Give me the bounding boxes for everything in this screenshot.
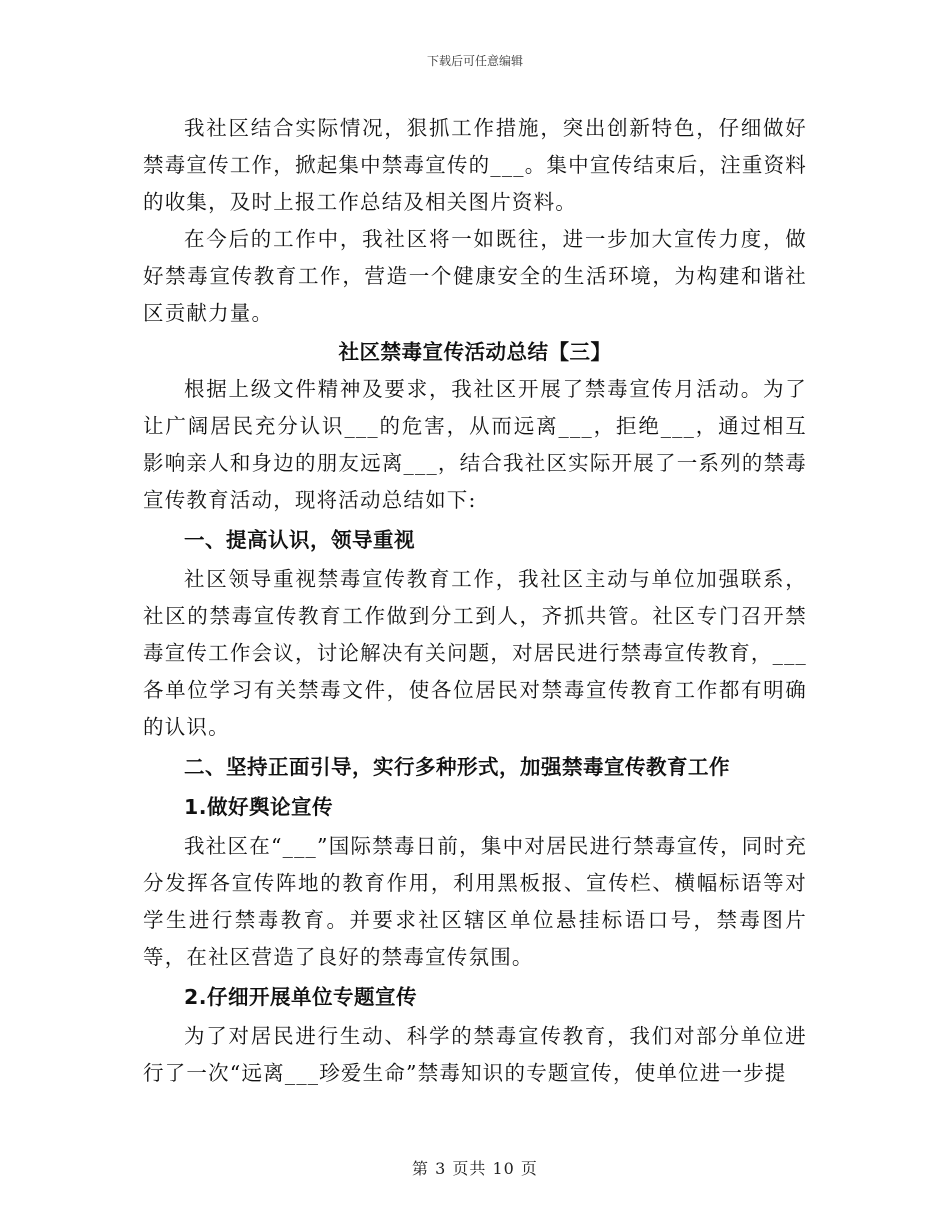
page-footer: 第 3 页共 10 页 bbox=[412, 1159, 538, 1178]
paragraph-3: 根据上级文件精神及要求，我社区开展了禁毒宣传月活动。为了让广阔居民充分认识___的危害，从而远离___，拒绝___，通过相互影响亲人和身边的朋友远离___，结合我社区实际开展了一系列的禁毒宣传教育活动，现将活动总结如下: bbox=[143, 377, 807, 512]
heading-4: 2.仔细开展单位专题宣传 bbox=[184, 985, 418, 1009]
paragraph-6: 为了对居民进行生动、科学的禁毒宣传教育，我们对部分单位进行了一次“远离___珍爱生命”禁毒知识的专题宣传，使单位进一步提 bbox=[143, 1024, 807, 1085]
page-header: 下载后可任意编辑 bbox=[426, 54, 523, 68]
paragraph-1: 我社区结合实际情况，狠抓工作措施，突出创新特色，仔细做好禁毒宣传工作，掀起集中禁毒宣传的___。集中宣传结束后，注重资料的收集，及时上报工作总结及相关图片资料。 bbox=[143, 116, 807, 214]
section-title: 社区禁毒宣传活动总结【三】 bbox=[338, 340, 612, 364]
document-body bbox=[143, 110, 807, 1092]
paragraph-4: 社区领导重视禁毒宣传教育工作，我社区主动与单位加强联系，社区的禁毒宣传教育工作做到分工到人，齐抓共管。社区专门召开禁毒宣传工作会议，讨论解决有关问题，对居民进行禁毒宣传教育，___各单位学习有关禁毒文件，使各位居民对禁毒宣传教育工作都有明确的认识。 bbox=[143, 567, 807, 739]
heading-1: 一、提高认识，领导重视 bbox=[184, 528, 415, 552]
heading-3: 1.做好舆论宣传 bbox=[184, 795, 334, 819]
paragraph-5: 我社区在“___”国际禁毒日前，集中对居民进行禁毒宣传，同时充分发挥各宣传阵地的教育作用，利用黑板报、宣传栏、横幅标语等对学生进行禁毒教育。并要求社区辖区单位悬挂标语口号，禁毒图片等，在社区营造了良好的禁毒宣传氛围。 bbox=[143, 834, 807, 969]
heading-2: 二、坚持正面引导，实行多种形式，加强禁毒宣传教育工作 bbox=[184, 755, 730, 779]
paragraph-2: 在今后的工作中，我社区将一如既往，进一步加大宣传力度，做好禁毒宣传教育工作，营造一个健康安全的生活环境，为构建和谐社区贡献力量。 bbox=[143, 227, 807, 325]
